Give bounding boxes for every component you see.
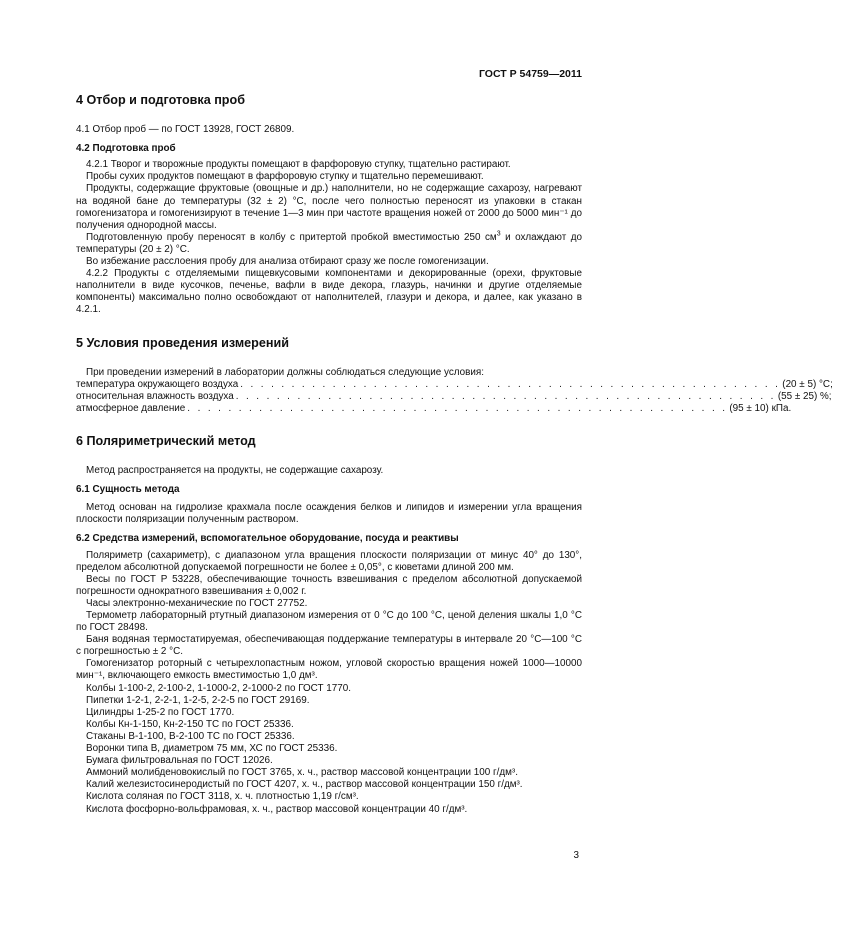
- paragraph-4-2-1-d: [76, 232, 582, 256]
- page-content: [76, 92, 833, 816]
- condition-label: температура окружающего воздуха: [76, 378, 239, 390]
- condition-label: атмосферное давление: [76, 402, 186, 414]
- equipment-item: Термометр лабораторный ртутный диапазоном измерения от 0 °С до 100 °С, ценой деления шкалы 1,0 °С по ГОСТ 28498.: [76, 610, 582, 634]
- equipment-item: Часы электронно-механические по ГОСТ 27752.: [86, 597, 308, 609]
- equipment-item: Колбы Кн-1-150, Кн-2-150 ТС по ГОСТ 25336.: [86, 718, 294, 730]
- paragraph-4-2-1-c: Продукты, содержащие фруктовые (овощные и др.) наполнители, но не содержащие сахарозу, нагревают на водяной бане до температуры (32 ± 2) °С, после чего полностью переносят из упаковки в стакан гомогенизатора и гомогенизируют в течение 1—3 мин при частоте вращения ножей от 2000 до 5000 мин⁻¹ до получения однородной массы.: [76, 183, 582, 231]
- superscript: 3: [496, 230, 501, 238]
- paragraph-4-2-2: 4.2.2 Продукты с отделяемыми пищевкусовыми компонентами и декорированные (орехи, фруктовые наполнители в виде кусочков, печенье, вафли в виде декора, глазурь, начинки и другие отделяемые компоненты) максимально полно освобождают от наполнителей, глазури и декора, и далее, как указано в 4.2.1.: [76, 268, 582, 316]
- equipment-item: Поляриметр (сахариметр), с диапазоном угла вращения плоскости поляризации от минус 40° до 130°, пределом абсолютной допускаемой погрешности не более ± 0,05°, с кюветами длиной 200 мм.: [76, 549, 582, 573]
- paragraph-4-2-1-e: Во избежание расслоения пробу для анализа отбирают сразу же после гомогенизации.: [86, 256, 489, 268]
- condition-row: [76, 390, 832, 403]
- condition-row: [76, 402, 792, 415]
- text-fragment: Подготовленную пробу переносят в колбу с притертой пробкой вместимостью 250 см: [86, 231, 497, 243]
- equipment-item: Кислота фосфорно-вольфрамовая, х. ч., раствор массовой концентрации 40 г/дм³.: [86, 803, 468, 815]
- equipment-item: Гомогенизатор роторный с четырехлопастным ножом, угловой скоростью вращения ножей 1000—10000 мин⁻¹, включающего емкость вместимостью 1,0 дм³.: [76, 658, 582, 682]
- paragraph-4-1: 4.1 Отбор проб — по ГОСТ 13928, ГОСТ 26809.: [76, 124, 295, 136]
- equipment-item: Аммоний молибденовокислый по ГОСТ 3765, х. ч., раствор массовой концентрации 100 г/дм³.: [86, 767, 518, 779]
- section-6-heading: 6 Поляриметрический метод: [76, 433, 256, 448]
- equipment-item: Весы по ГОСТ Р 53228, обеспечивающие точность взвешивания с пределом абсолютной допускаемой погрешности однократного взвешивания ± 0,002 г.: [76, 573, 582, 597]
- dot-leader: . . . . . . . . . . . . . . . . . . . . . . . . . . . . . . . . . . . . . . . . . . . . . . . . . . . . .: [187, 402, 728, 414]
- paragraph-4-2-1-a: 4.2.1 Творог и творожные продукты помещают в фарфоровую ступку, тщательно растирают.: [86, 159, 511, 171]
- dot-leader: . . . . . . . . . . . . . . . . . . . . . . . . . . . . . . . . . . . . . . . . . . . . . . . . . . . . .: [240, 378, 781, 390]
- equipment-item: Цилиндры 1-25-2 по ГОСТ 1770.: [86, 706, 235, 718]
- condition-label: относительная влажность воздуха: [76, 390, 234, 402]
- condition-value: (95 ± 10) кПа.: [729, 402, 792, 414]
- text-fragment: и охлаждают до температуры (20 ± 2) °С.: [76, 231, 582, 255]
- equipment-item: Баня водяная термостатируемая, обеспечивающая поддержание температуры в интервале 20 °С—100 °С с погрешностью ± 2 °С.: [76, 634, 582, 658]
- paragraph-6-1: Метод основан на гидролизе крахмала после осаждения белков и липидов и измерении угла вращения плоскости поляризации полученным раствором.: [76, 502, 582, 526]
- section-4-heading: 4 Отбор и подготовка проб: [76, 93, 245, 107]
- dot-leader: . . . . . . . . . . . . . . . . . . . . . . . . . . . . . . . . . . . . . . . . . . . . . . . . . . . . .: [235, 390, 776, 402]
- subsection-6-2-heading: 6.2 Средства измерений, вспомогательное оборудование, посуда и реактивы: [76, 533, 459, 545]
- subsection-6-1-heading: 6.1 Сущность метода: [76, 484, 180, 496]
- conditions-intro: При проведении измерений в лаборатории должны соблюдаться следующие условия:: [86, 366, 485, 378]
- equipment-list: [76, 550, 582, 816]
- equipment-item: Калий железистосинеродистый по ГОСТ 4207, х. ч., раствор массовой концентрации 150 г/дм³.: [86, 779, 523, 791]
- equipment-item: Воронки типа В, диаметром 75 мм, ХС по ГОСТ 25336.: [86, 743, 338, 755]
- method-intro: Метод распространяется на продукты, не содержащие сахарозу.: [86, 465, 384, 477]
- condition-value: (20 ± 5) °С;: [782, 378, 833, 390]
- paragraph-4-2-1-b: Пробы сухих продуктов помещают в фарфоровую ступку и тщательно перемешивают.: [86, 171, 484, 183]
- subsection-4-2-heading: 4.2 Подготовка проб: [76, 143, 176, 155]
- document-code-header: ГОСТ Р 54759—2011: [478, 68, 582, 80]
- page-number: 3: [573, 850, 579, 861]
- section-5-heading: 5 Условия проведения измерений: [76, 335, 289, 350]
- equipment-item: Кислота соляная по ГОСТ 3118, х. ч. плотностью 1,19 г/см³.: [86, 791, 359, 803]
- equipment-item: Стаканы В-1-100, В-2-100 ТС по ГОСТ 25336.: [86, 730, 295, 742]
- condition-value: (55 ± 25) %;: [777, 390, 832, 402]
- conditions-list: [76, 378, 833, 415]
- equipment-item: Бумага фильтровальная по ГОСТ 12026.: [86, 755, 273, 767]
- condition-row: [76, 378, 833, 391]
- equipment-item: Пипетки 1-2-1, 2-2-1, 1-2-5, 2-2-5 по ГОСТ 29169.: [86, 694, 310, 706]
- equipment-item: Колбы 1-100-2, 2-100-2, 1-1000-2, 2-1000-2 по ГОСТ 1770.: [86, 682, 351, 694]
